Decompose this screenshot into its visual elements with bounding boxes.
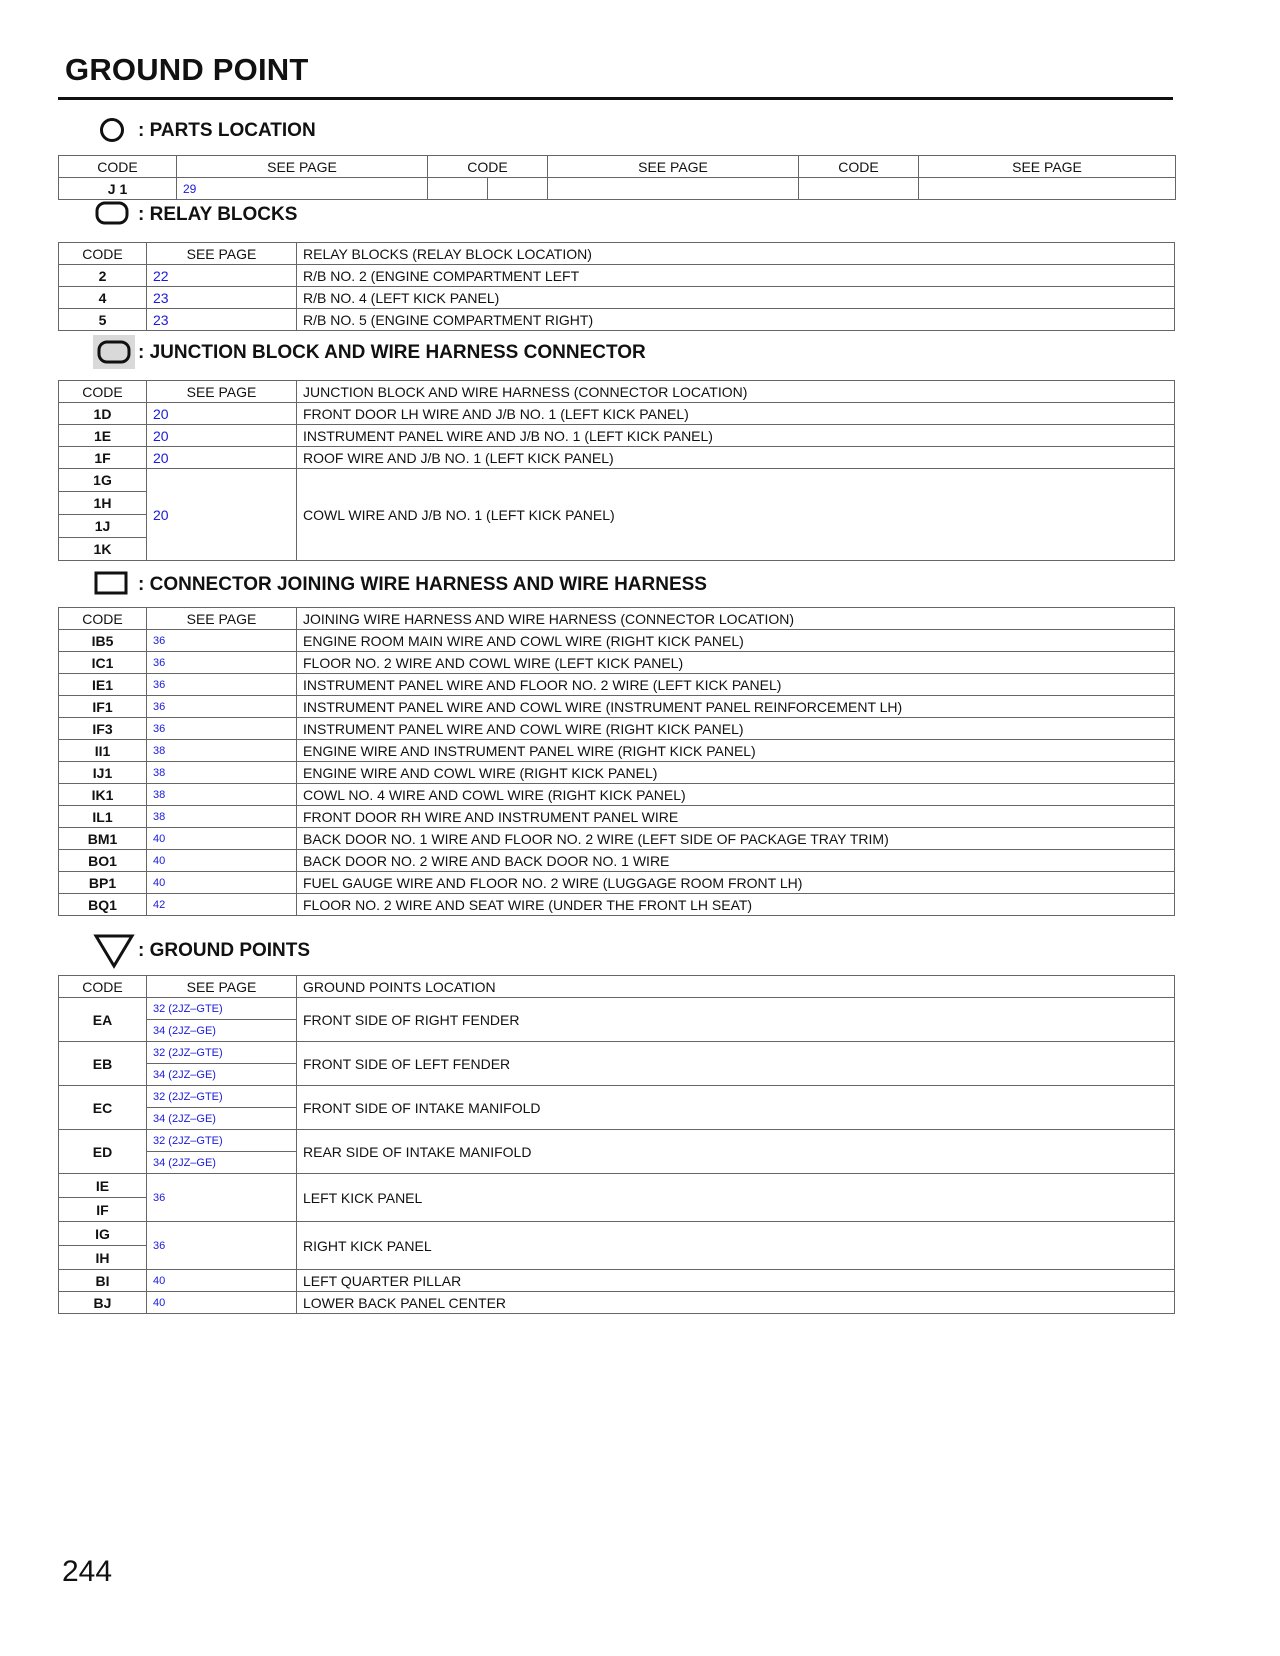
table-row: [59, 872, 1175, 894]
code-cell: BP1: [59, 872, 147, 894]
see-page-link[interactable]: 20: [147, 447, 297, 469]
table-row: [59, 447, 1175, 469]
code-cell: IJ1: [59, 762, 147, 784]
ground-points-table: [58, 975, 1175, 1314]
see-page-link[interactable]: 42: [147, 894, 297, 916]
code-cell: IH: [59, 1246, 147, 1270]
see-page-link[interactable]: 22: [147, 265, 297, 287]
table-row: [59, 674, 1175, 696]
see-page-link[interactable]: 20: [147, 425, 297, 447]
see-page-link[interactable]: 34 (2JZ–GE): [147, 1064, 297, 1086]
code-cell: IB5: [59, 630, 147, 652]
see-page-link[interactable]: 38: [147, 784, 297, 806]
table-row: [59, 718, 1175, 740]
code-cell: IK1: [59, 784, 147, 806]
column-header: SEE PAGE: [177, 156, 428, 178]
description-cell: FUEL GAUGE WIRE AND FLOOR NO. 2 WIRE (LUGGAGE ROOM FRONT LH): [297, 872, 1175, 894]
title-rule: [58, 97, 1173, 100]
see-page-link[interactable]: 36: [147, 630, 297, 652]
code-cell: 1J: [59, 515, 147, 538]
see-page-link[interactable]: 38: [147, 762, 297, 784]
table-row: [59, 425, 1175, 447]
table-row: [59, 265, 1175, 287]
description-cell: FRONT SIDE OF LEFT FENDER: [297, 1042, 1175, 1086]
description-cell: FRONT DOOR LH WIRE AND J/B NO. 1 (LEFT KICK PANEL): [297, 403, 1175, 425]
column-header: CODE: [59, 976, 147, 998]
table-header-row: [59, 976, 1175, 998]
see-page-link[interactable]: 36: [147, 1222, 297, 1270]
table-row: [59, 784, 1175, 806]
code-cell: IF1: [59, 696, 147, 718]
see-page-link[interactable]: 23: [147, 287, 297, 309]
description-cell: INSTRUMENT PANEL WIRE AND FLOOR NO. 2 WIRE (LEFT KICK PANEL): [297, 674, 1175, 696]
column-header: JOINING WIRE HARNESS AND WIRE HARNESS (CONNECTOR LOCATION): [297, 608, 1175, 630]
table-row: [59, 1042, 1175, 1064]
description-cell: COWL WIRE AND J/B NO. 1 (LEFT KICK PANEL): [297, 469, 1175, 561]
description-cell: ENGINE WIRE AND COWL WIRE (RIGHT KICK PANEL): [297, 762, 1175, 784]
code-cell: IF: [59, 1198, 147, 1222]
see-page-link[interactable]: 20: [147, 469, 297, 561]
see-page-link[interactable]: 32 (2JZ–GTE): [147, 1042, 297, 1064]
table-row: [59, 1270, 1175, 1292]
description-cell: FRONT DOOR RH WIRE AND INSTRUMENT PANEL WIRE: [297, 806, 1175, 828]
code-cell: BJ: [59, 1292, 147, 1314]
table-row: [59, 1222, 1175, 1246]
code-cell: IE1: [59, 674, 147, 696]
code-cell: IE: [59, 1174, 147, 1198]
table-row: [59, 998, 1175, 1020]
table-header-row: [59, 608, 1175, 630]
connector-joining-header: [58, 566, 1178, 606]
column-header: CODE: [59, 608, 147, 630]
see-page-link[interactable]: 40: [147, 828, 297, 850]
junction-block-table: [58, 380, 1175, 561]
code-cell: 1G: [59, 469, 147, 492]
column-header: SEE PAGE: [147, 976, 297, 998]
see-page-link[interactable]: 32 (2JZ–GTE): [147, 1086, 297, 1108]
code-cell: J 1: [59, 178, 177, 200]
code-cell: 1D: [59, 403, 147, 425]
table-row: [59, 850, 1175, 872]
see-page-link[interactable]: 23: [147, 309, 297, 331]
table-row: [59, 1174, 1175, 1198]
rounded-rect-symbol-icon: [78, 196, 138, 236]
code-cell: 1F: [59, 447, 147, 469]
description-cell: R/B NO. 2 (ENGINE COMPARTMENT LEFT: [297, 265, 1175, 287]
see-page-link[interactable]: 36: [147, 652, 297, 674]
description-cell: INSTRUMENT PANEL WIRE AND COWL WIRE (INSTRUMENT PANEL REINFORCEMENT LH): [297, 696, 1175, 718]
see-page-link[interactable]: 36: [147, 718, 297, 740]
code-cell: EC: [59, 1086, 147, 1130]
see-page-link[interactable]: 36: [147, 674, 297, 696]
description-cell: RIGHT KICK PANEL: [297, 1222, 1175, 1270]
table-row: [59, 806, 1175, 828]
description-cell: FRONT SIDE OF INTAKE MANIFOLD: [297, 1086, 1175, 1130]
description-cell: LOWER BACK PANEL CENTER: [297, 1292, 1175, 1314]
table-row: [59, 287, 1175, 309]
circle-symbol-icon: [78, 112, 138, 152]
code-cell: 1E: [59, 425, 147, 447]
description-cell: FRONT SIDE OF RIGHT FENDER: [297, 998, 1175, 1042]
see-page-link[interactable]: 40: [147, 850, 297, 872]
relay-blocks-table: [58, 242, 1175, 331]
see-page-link[interactable]: 38: [147, 740, 297, 762]
table-row: [59, 762, 1175, 784]
code-cell: BO1: [59, 850, 147, 872]
description-cell: FLOOR NO. 2 WIRE AND COWL WIRE (LEFT KICK PANEL): [297, 652, 1175, 674]
description-cell: ENGINE WIRE AND INSTRUMENT PANEL WIRE (RIGHT KICK PANEL): [297, 740, 1175, 762]
table-row: [59, 894, 1175, 916]
see-page-link[interactable]: 36: [147, 1174, 297, 1222]
code-cell: BI: [59, 1270, 147, 1292]
section-title: : RELAY BLOCKS: [138, 204, 298, 225]
column-header: SEE PAGE: [147, 243, 297, 265]
code-cell: IF3: [59, 718, 147, 740]
description-cell: LEFT KICK PANEL: [297, 1174, 1175, 1222]
table-row: [59, 469, 1175, 492]
table-row: [59, 652, 1175, 674]
table-row: [59, 1292, 1175, 1314]
description-cell: R/B NO. 4 (LEFT KICK PANEL): [297, 287, 1175, 309]
page-title: GROUND POINT: [65, 52, 309, 87]
code-cell: 2: [59, 265, 147, 287]
see-page-link[interactable]: 36: [147, 696, 297, 718]
description-cell: BACK DOOR NO. 1 WIRE AND FLOOR NO. 2 WIRE (LEFT SIDE OF PACKAGE TRAY TRIM): [297, 828, 1175, 850]
table-row: [59, 630, 1175, 652]
section-title: : JUNCTION BLOCK AND WIRE HARNESS CONNECTOR: [138, 342, 646, 363]
shaded-rounded-rect-symbol-icon: [78, 334, 138, 374]
code-cell: 1H: [59, 492, 147, 515]
see-page-link[interactable]: 32 (2JZ–GTE): [147, 998, 297, 1020]
see-page-link[interactable]: 40: [147, 1292, 297, 1314]
code-cell: IG: [59, 1222, 147, 1246]
junction-block-header: [58, 334, 1178, 374]
description-cell: COWL NO. 4 WIRE AND COWL WIRE (RIGHT KICK PANEL): [297, 784, 1175, 806]
parts-location-table: [58, 155, 1176, 200]
connector-joining-table: [58, 607, 1175, 916]
section-title: : PARTS LOCATION: [138, 120, 316, 141]
see-page-link[interactable]: 32 (2JZ–GTE): [147, 1130, 297, 1152]
parts-location-header: [58, 112, 1178, 152]
column-header: SEE PAGE: [548, 156, 799, 178]
section-title: : GROUND POINTS: [138, 940, 311, 961]
column-header: CODE: [428, 156, 548, 178]
description-cell: ROOF WIRE AND J/B NO. 1 (LEFT KICK PANEL): [297, 447, 1175, 469]
see-page-link[interactable]: 34 (2JZ–GE): [147, 1152, 297, 1174]
table-row: [59, 828, 1175, 850]
table-header-row: [59, 243, 1175, 265]
table-row: [59, 696, 1175, 718]
code-cell: IC1: [59, 652, 147, 674]
column-header: RELAY BLOCKS (RELAY BLOCK LOCATION): [297, 243, 1175, 265]
code-cell: ED: [59, 1130, 147, 1174]
code-cell: BM1: [59, 828, 147, 850]
see-page-link[interactable]: 38: [147, 806, 297, 828]
see-page-link[interactable]: 29: [177, 178, 428, 200]
column-header: SEE PAGE: [147, 381, 297, 403]
table-header-row: [59, 381, 1175, 403]
ground-points-header: [58, 932, 1178, 972]
see-page-link[interactable]: 34 (2JZ–GE): [147, 1020, 297, 1042]
table-row: [59, 1086, 1175, 1108]
table-header-row: [59, 156, 1176, 178]
column-header: SEE PAGE: [147, 608, 297, 630]
code-cell: EA: [59, 998, 147, 1042]
code-cell: II1: [59, 740, 147, 762]
description-cell: R/B NO. 5 (ENGINE COMPARTMENT RIGHT): [297, 309, 1175, 331]
see-page-link[interactable]: 34 (2JZ–GE): [147, 1108, 297, 1130]
code-cell: 1K: [59, 538, 147, 561]
description-cell: BACK DOOR NO. 2 WIRE AND BACK DOOR NO. 1 WIRE: [297, 850, 1175, 872]
table-row: [59, 309, 1175, 331]
description-cell: INSTRUMENT PANEL WIRE AND COWL WIRE (RIGHT KICK PANEL): [297, 718, 1175, 740]
column-header: GROUND POINTS LOCATION: [297, 976, 1175, 998]
table-row: [59, 403, 1175, 425]
code-cell: IL1: [59, 806, 147, 828]
table-row: [59, 1130, 1175, 1152]
see-page-link[interactable]: 40: [147, 872, 297, 894]
see-page-link[interactable]: 20: [147, 403, 297, 425]
column-header: SEE PAGE: [919, 156, 1176, 178]
column-header: JUNCTION BLOCK AND WIRE HARNESS (CONNECTOR LOCATION): [297, 381, 1175, 403]
see-page-link[interactable]: 40: [147, 1270, 297, 1292]
code-cell: 5: [59, 309, 147, 331]
code-cell: EB: [59, 1042, 147, 1086]
description-cell: INSTRUMENT PANEL WIRE AND J/B NO. 1 (LEFT KICK PANEL): [297, 425, 1175, 447]
section-title: : CONNECTOR JOINING WIRE HARNESS AND WIRE HARNESS: [138, 574, 707, 595]
relay-blocks-header: [58, 196, 1178, 236]
column-header: CODE: [59, 243, 147, 265]
code-cell: BQ1: [59, 894, 147, 916]
description-cell: REAR SIDE OF INTAKE MANIFOLD: [297, 1130, 1175, 1174]
column-header: CODE: [59, 156, 177, 178]
description-cell: FLOOR NO. 2 WIRE AND SEAT WIRE (UNDER THE FRONT LH SEAT): [297, 894, 1175, 916]
code-cell: 4: [59, 287, 147, 309]
column-header: CODE: [59, 381, 147, 403]
table-row: [59, 740, 1175, 762]
page-number: 244: [62, 1555, 113, 1588]
column-header: CODE: [799, 156, 919, 178]
description-cell: ENGINE ROOM MAIN WIRE AND COWL WIRE (RIGHT KICK PANEL): [297, 630, 1175, 652]
description-cell: LEFT QUARTER PILLAR: [297, 1270, 1175, 1292]
triangle-symbol-icon: [78, 932, 138, 972]
square-symbol-icon: [78, 566, 138, 606]
